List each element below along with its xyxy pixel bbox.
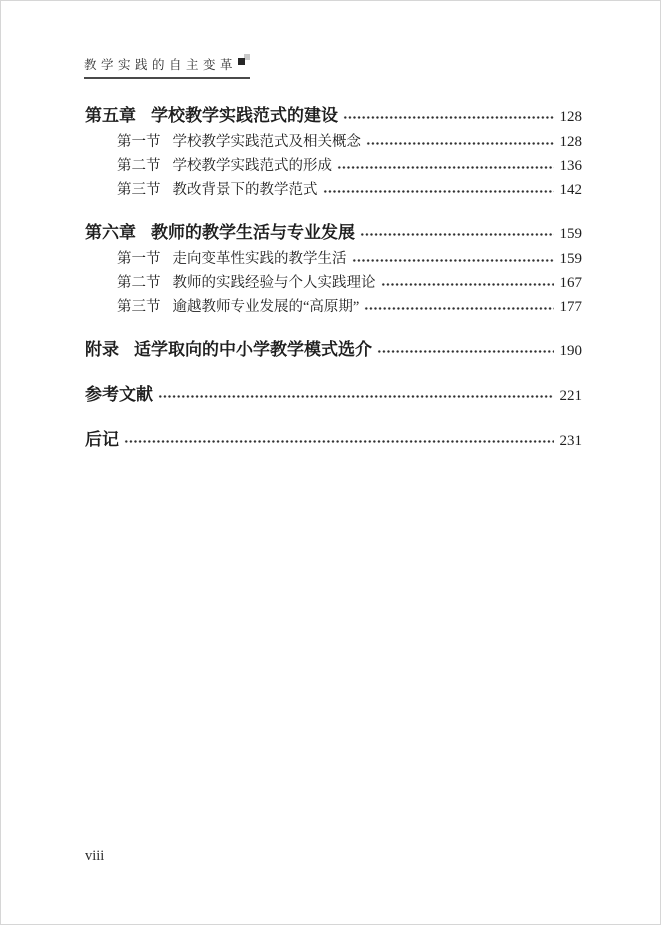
toc-entry [85, 103, 582, 130]
toc-entry-page: 190 [559, 343, 582, 359]
toc-entry [85, 220, 582, 247]
toc-entry [85, 247, 582, 271]
dot-leader [360, 233, 554, 236]
logo-square-dark [238, 58, 245, 65]
dot-leader [377, 350, 554, 353]
toc-entry-title: 教师的实践经验与个人实践理论 [172, 275, 376, 291]
toc-entry-title: 逾越教师专业发展的“高原期” [172, 299, 360, 315]
toc-entry [85, 154, 582, 178]
book-title: 教学实践的自主变革 [84, 58, 238, 72]
dot-leader [124, 440, 554, 443]
toc-entry-page: 142 [559, 182, 582, 198]
dot-leader [366, 142, 554, 145]
toc-entry [85, 295, 582, 319]
toc-entry-label: 第三节 [117, 299, 161, 315]
folio-page-number: viii [85, 848, 105, 864]
toc-entry-label: 附录 [85, 340, 119, 359]
toc-entry-page: 231 [559, 433, 582, 449]
toc-entry [85, 382, 582, 409]
toc-entry-page: 136 [559, 158, 582, 174]
toc-entry-label: 第二节 [117, 275, 161, 291]
toc-entry-label: 第三节 [117, 182, 161, 198]
toc-entry-title: 走向变革性实践的教学生活 [172, 251, 347, 267]
dot-leader [381, 283, 554, 286]
toc-entry [85, 178, 582, 202]
toc-entry-page: 221 [559, 388, 582, 404]
toc-entry-title: 学校教学实践范式及相关概念 [172, 134, 361, 150]
dot-leader [158, 395, 554, 398]
toc-entry [85, 337, 582, 364]
running-header [84, 58, 250, 79]
toc-entry-page: 159 [559, 226, 582, 242]
toc-entry-page: 177 [559, 299, 582, 315]
corner-squares-icon [238, 54, 250, 67]
toc-entry-title: 适学取向的中小学教学模式选介 [134, 340, 372, 359]
toc-entry-page: 167 [559, 275, 582, 291]
toc-entry-title: 教师的教学生活与专业发展 [151, 223, 355, 242]
dot-leader [323, 190, 554, 193]
toc-entry-title: 学校教学实践范式的建设 [151, 106, 338, 125]
toc-entry-label: 第五章 [85, 106, 136, 125]
page-footer [85, 848, 104, 865]
dot-leader [337, 166, 554, 169]
toc-entry-page: 128 [559, 109, 582, 125]
toc-entry-label: 第六章 [85, 223, 136, 242]
dot-leader [364, 307, 553, 310]
toc-entry-label: 第一节 [117, 134, 161, 150]
toc-entry-title: 参考文献 [85, 385, 153, 404]
toc-entry-title: 后记 [85, 430, 119, 449]
toc-entry [85, 271, 582, 295]
toc-list [85, 103, 582, 454]
toc-entry-page: 159 [559, 251, 582, 267]
toc-entry [85, 427, 582, 454]
toc-entry-label: 第二节 [117, 158, 161, 174]
toc-entry-title: 教改背景下的教学范式 [172, 182, 318, 198]
toc-entry-page: 128 [559, 134, 582, 150]
toc-entry [85, 130, 582, 154]
dot-leader [343, 116, 554, 119]
toc-entry-label: 第一节 [117, 251, 161, 267]
dot-leader [352, 259, 554, 262]
toc-entry-title: 学校教学实践范式的形成 [172, 158, 332, 174]
